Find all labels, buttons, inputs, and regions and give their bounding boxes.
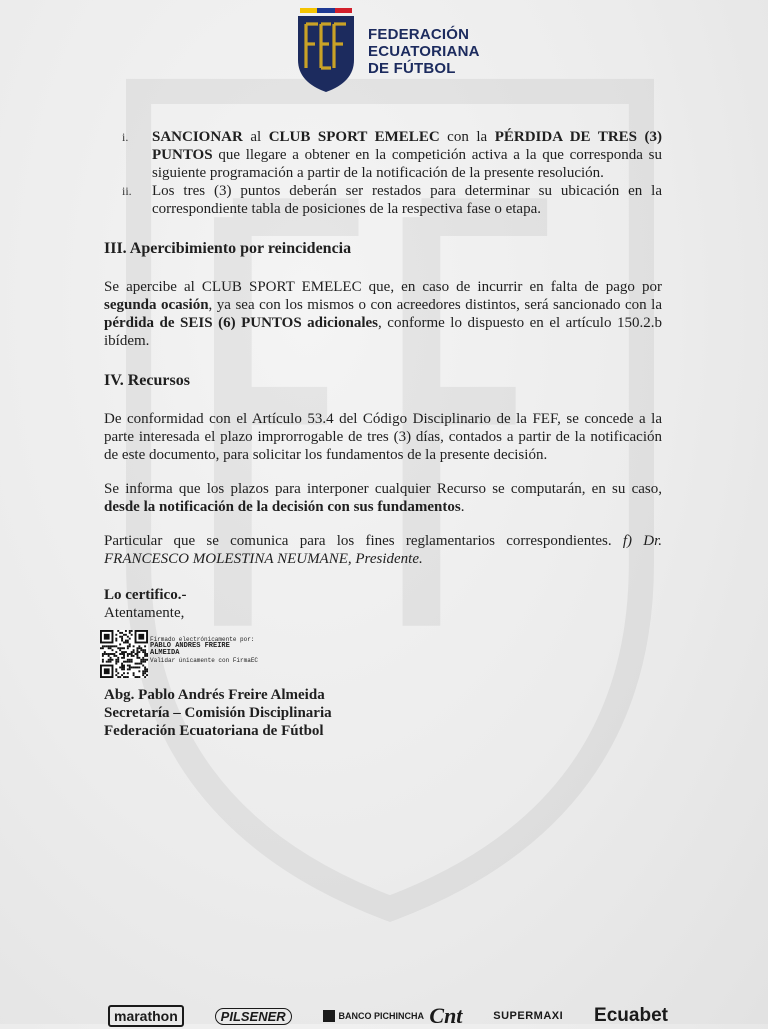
signature-qr-code: [100, 630, 148, 678]
resolution-item-number: ii.: [122, 184, 132, 198]
federation-name-line1: FEDERACIÓN: [368, 25, 470, 43]
text-run: Los tres (3) puntos deberán ser restados para determinar su ubicación en la correspondiente tabla de posiciones de la respectiva fase o etapa.: [152, 183, 662, 217]
bold-text: pérdida de SEIS (6) PUNTOS adicionales: [104, 315, 379, 331]
section-4-title: IV. Recursos: [104, 372, 190, 389]
bold-text: CLUB SPORT EMELEC: [268, 129, 440, 145]
sponsor-cnt-logo: Cnt: [429, 1003, 463, 1028]
bold-text: desde la notificación de la decisión con sus fundamentos: [104, 499, 461, 515]
sponsor-marathon-logo: marathon: [108, 1005, 184, 1027]
text-run: que llegare a obtener en la competición activa a la que corresponda su siguiente programación a partir de la notificación de la presente resolución.: [152, 147, 662, 181]
signer-name: Abg. Pablo Andrés Freire Almeida: [104, 687, 325, 703]
section-4-paragraph-2: [104, 480, 662, 516]
signer-line-2: ALMEIDA: [150, 649, 180, 657]
resolution-item-number: i.: [122, 130, 129, 144]
italic-text: f) Dr. FRANCESCO MOLESTINA NEUMANE, Presidente.: [104, 533, 662, 567]
text-run: , ya sea con los mismos o con acreedores distintos, será sancionado con la: [208, 297, 662, 313]
resolution-item: [104, 182, 662, 218]
federation-name: [368, 26, 480, 77]
signer-line-1: PABLO ANDRES FREIRE: [150, 642, 230, 650]
resolution-list: [104, 128, 662, 218]
letterhead: [294, 8, 480, 94]
text-run: Particular que se comunica para los fines reglamentarios correspondientes.: [104, 533, 623, 549]
federation-name-line3: DE FÚTBOL: [368, 59, 456, 77]
bold-text: PÉRDIDA DE TRES (3) PUNTOS: [152, 129, 663, 163]
resolution-item-text: [152, 128, 662, 182]
resolution-item-text: [152, 182, 662, 218]
validate-text: Validar únicamente con FirmaEC: [150, 657, 259, 664]
resolution-item: [104, 128, 662, 182]
section-4-paragraph-1: De conformidad con el Artículo 53.4 del Código Disciplinario de la FEF, se concede a la parte interesada el plazo improrrogable de tres (3) días, contados a partir de la notificación de este documento, para solicitar los fundamentos de la presente decisión.: [104, 411, 662, 463]
signed-label: Firmado electrónicamente por:: [150, 636, 255, 643]
certify-text: Lo certifico.-: [104, 587, 187, 603]
text-run: al: [242, 129, 269, 145]
sponsor-pilsener-logo: PILSENER: [215, 1008, 292, 1025]
sponsor-banco-logo: BANCO PICHINCHA: [323, 1010, 399, 1022]
text-run: Se apercibe al CLUB SPORT EMELEC que, en caso de incurrir en falta de pago por: [104, 279, 662, 295]
document-body: [104, 128, 662, 622]
section-3-title: III. Apercibimiento por reincidencia: [104, 240, 352, 257]
bold-text: segunda ocasión: [104, 297, 209, 313]
electronic-signature: [100, 630, 258, 678]
signer-block: [104, 686, 332, 740]
fef-logo-icon: [294, 8, 358, 94]
bold-text: SANCIONAR: [152, 129, 243, 145]
signer-role: Secretaría – Comisión Disciplinaria: [104, 705, 332, 721]
text-run: , conforme lo dispuesto en el artículo 150.2.b ibídem.: [104, 315, 662, 349]
federation-name-line2: ECUATORIANA: [368, 42, 480, 60]
text-run: Se informa que los plazos para interponer cualquier Recurso se computarán, en su caso,: [104, 481, 662, 497]
section-3-paragraph: [104, 278, 662, 350]
sponsor-supermaxi-logo: SUPERMAXI: [493, 1010, 564, 1022]
signer-org: Federación Ecuatoriana de Fútbol: [104, 723, 324, 739]
regards-text: Atentamente,: [104, 605, 185, 621]
text-run: con la: [439, 129, 495, 145]
sponsor-ecuabet-logo: Ecuabet: [594, 1005, 668, 1026]
text-run: .: [460, 499, 465, 515]
section-4-paragraph-3: [104, 532, 662, 568]
